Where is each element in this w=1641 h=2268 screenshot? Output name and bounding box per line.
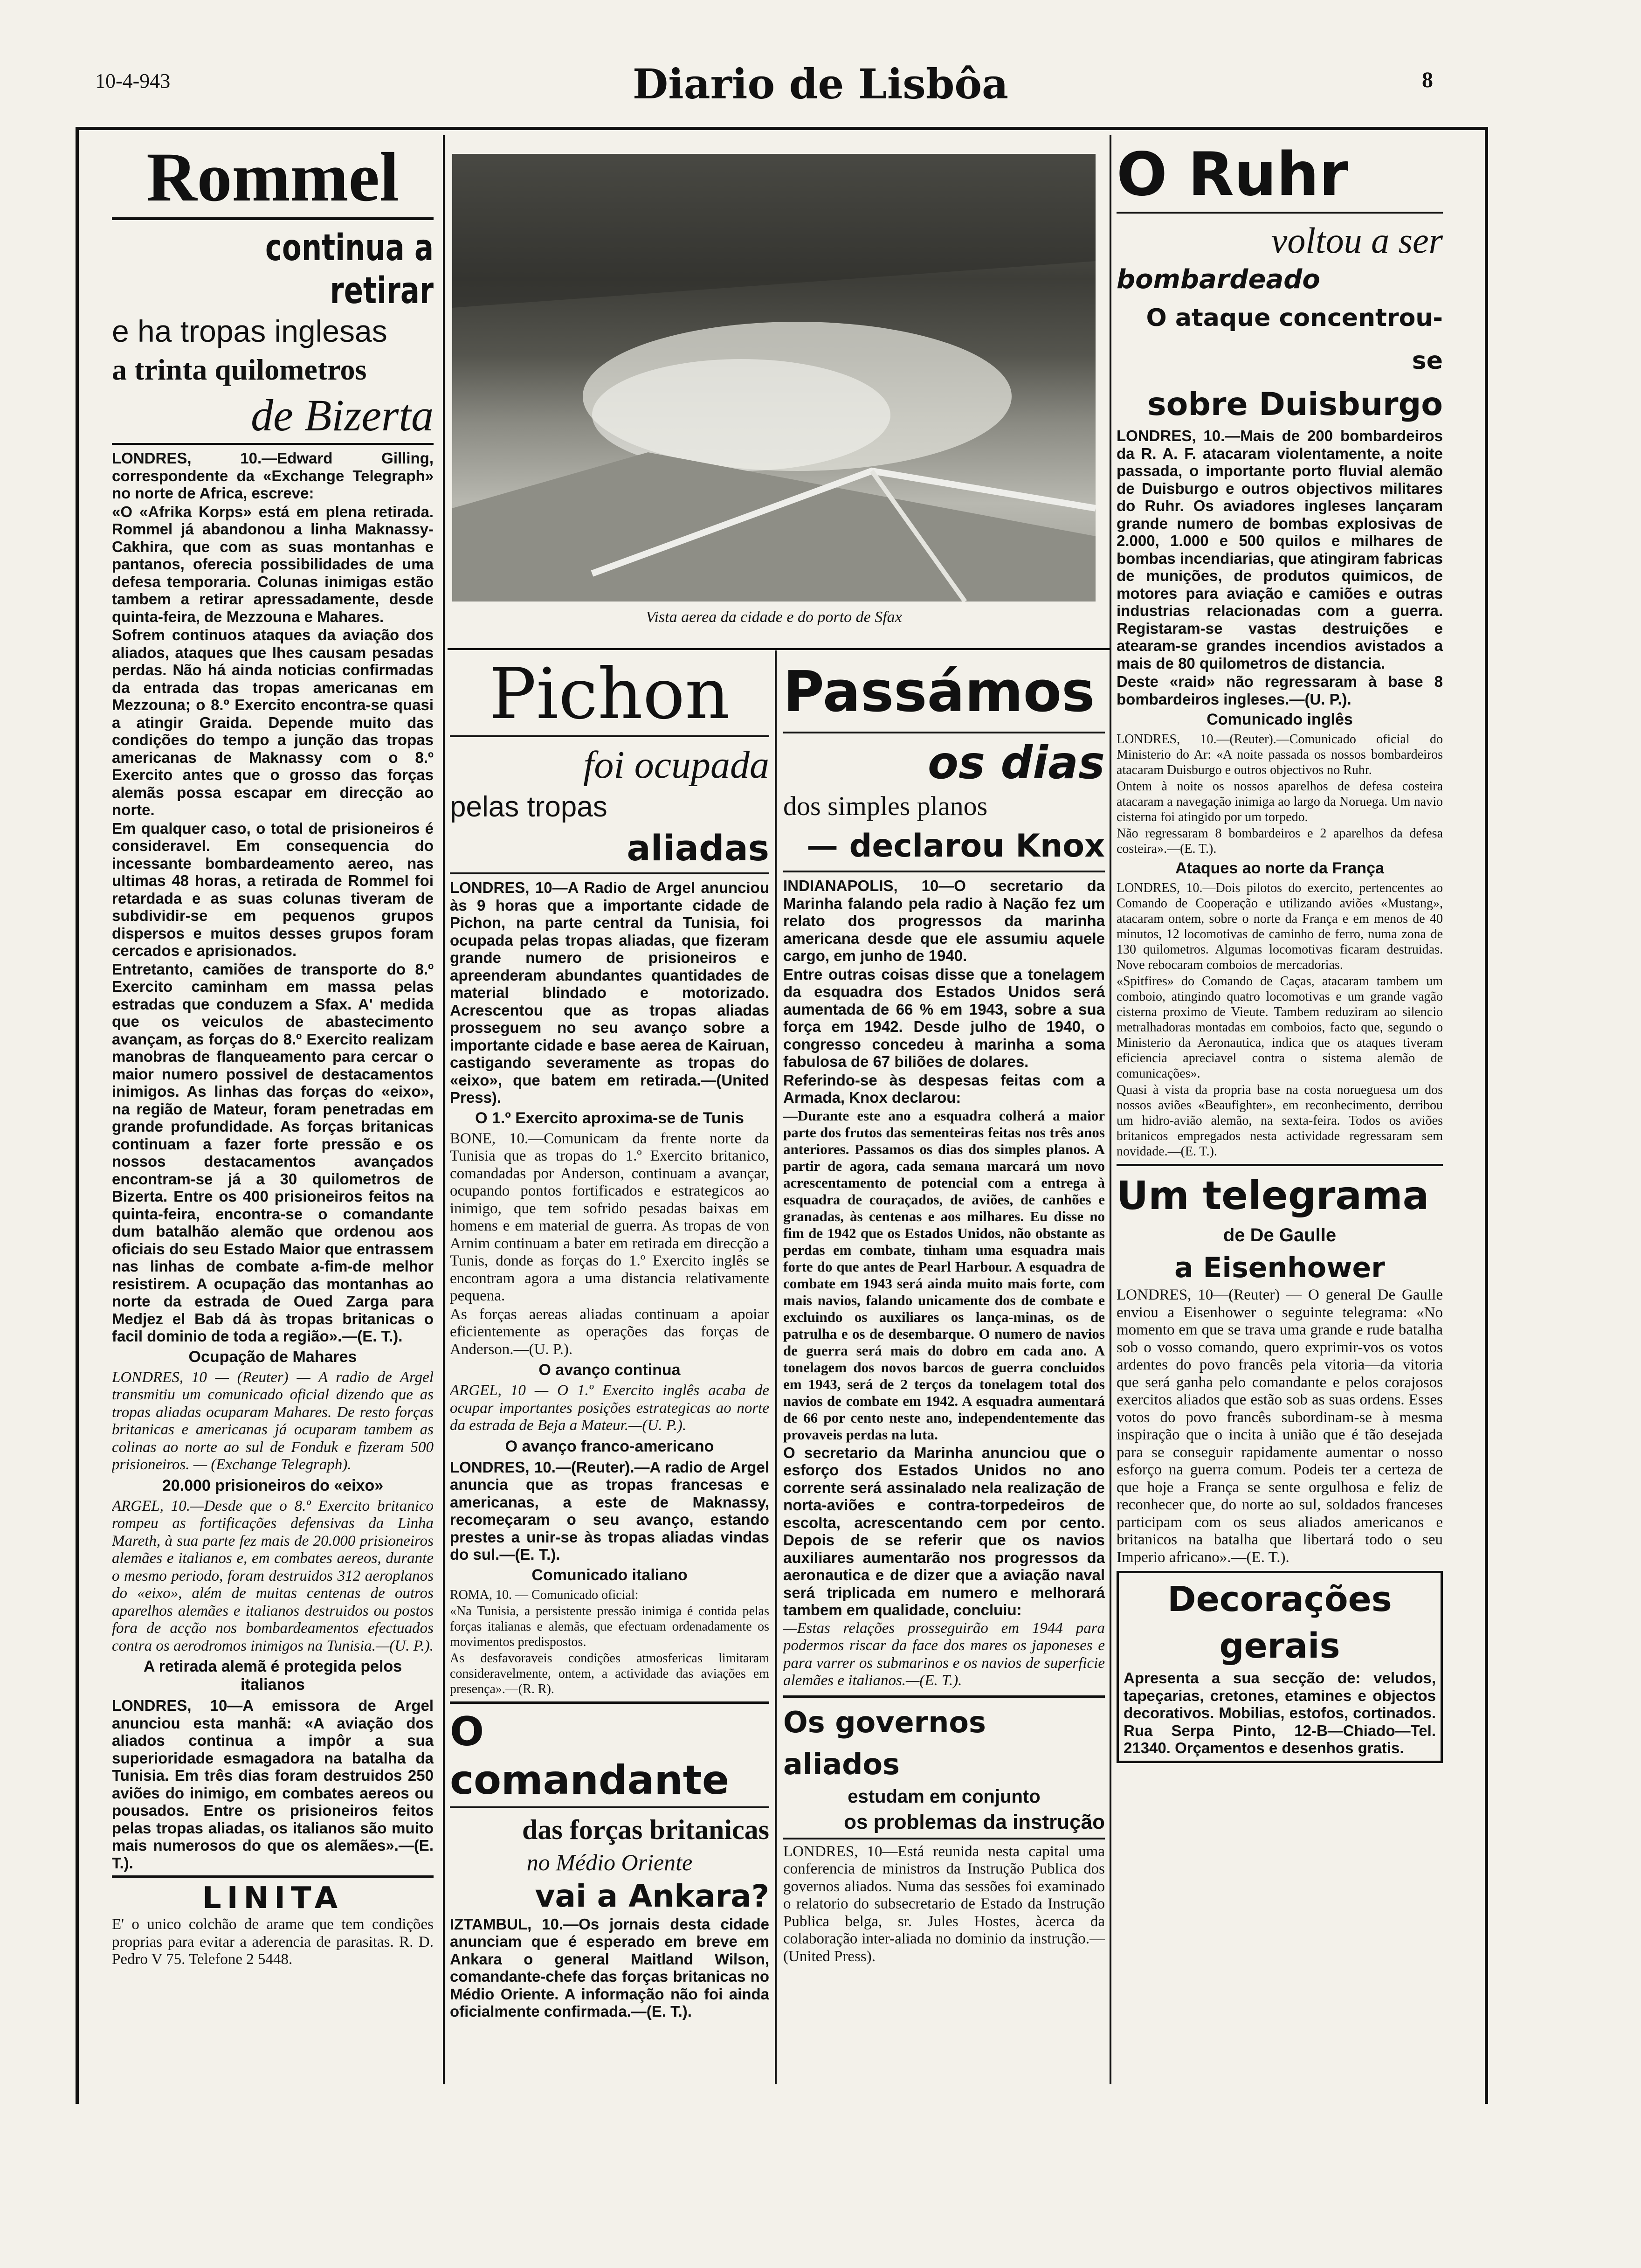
headline-deck: vai a Ankara? <box>535 1878 769 1914</box>
page-frame-left <box>76 127 79 2104</box>
article-paragraph: Referindo-se às despesas feitas com a Armada, Knox declarou: <box>783 1071 1105 1106</box>
subheading: Comunicado inglês <box>1207 711 1353 728</box>
headline-rule <box>450 872 769 874</box>
article-paragraph: Ontem à noite os nossos aparelhos de defesa costeira atacaram a navegação inimiga ao largo da Noruega. Um navio cisterna foi atingido por um torpedo. <box>1117 779 1443 824</box>
headline-deck: estudam em conjunto <box>848 1786 1041 1807</box>
headline-rule <box>1117 212 1443 214</box>
subheading: O avanço franco-americano <box>505 1437 714 1455</box>
subheading: O avanço continua <box>538 1361 681 1379</box>
subheading: Comunicado italiano <box>531 1566 688 1584</box>
headline: Pichon <box>489 655 730 735</box>
subheading: Ocupação de Mahares <box>188 1348 357 1366</box>
page-number: 8 <box>1422 68 1433 92</box>
headline-rule <box>450 1806 769 1808</box>
ad-decoracoes-text: Apresenta a sua secção de: veludos, tapeçarias, cretones, etamines e objectos decorativos. Mobilias, estofos, cortinados. Rua Serpa Pinto, 12-B—Chiado—Tel. 21340. Orçamentos e desenhos gratis. <box>1124 1669 1436 1756</box>
article-paragraph: LONDRES, 10—A emissora de Argel anunciou esta manhã: «A aviação dos aliados continua a impôr a sua superioridade esmagadora na batalha da Tunisia. Em três dias foram destruidos 250 aviões do inimigo, em combates aereos ou pousados. Entre os prisioneiros feitos pelas tropas aliadas, os italianos são muito mais numerosos do que os alemães».—(E. T.). <box>112 1697 434 1872</box>
article-paragraph: BONE, 10.—Comunicam da frente norte da Tunisia que as tropas do 1.º Exercito britanico, comandadas por Anderson, continuam a avançar, ocupando pontos fortificados e estrategicos ao inimigo, que tem sofrido pesadas baixas em homens e em material de guerra. As tropas de von Arnim continuam a bater em retirada em direcção a Tunis, donde as forças do 1.º Exercito inglês se encontram agora a uma distancia relativamente pequena. <box>450 1130 769 1304</box>
article-pichon <box>450 655 769 2084</box>
headline-deck: bombardeado <box>1117 264 1320 295</box>
headline-rule <box>1117 1164 1443 1166</box>
page-frame-top <box>76 127 1488 130</box>
column-rule <box>1110 135 1111 2084</box>
article-paragraph: As forças aereas aliadas continuam a apoiar eficientemente as operações das forças de Anderson.—(U. P.). <box>450 1306 769 1358</box>
headline-deck: dos simples planos <box>783 791 988 821</box>
article-paragraph: Quasi à vista da propria base na costa norueguesa um dos nossos aviões «Beaufighter», em reconhecimento, derribou um hidro-avião alemão, na sexta-feira. Todos os aviões britanicos empregados nesta actividade regressaram sem novidade.—(E. T.). <box>1117 1083 1443 1159</box>
ad-rule <box>112 1875 434 1878</box>
article-paragraph: Entre outras coisas disse que a tonelagem da esquadra dos Estados Unidos será aumentada de 66 % em 1943, sobre a sua força em 1942. Desde julho de 1940, o congresso concedeu à marinha a soma fabulosa de 67 biliões de dolares. <box>783 965 1105 1070</box>
headline-deck: pelas tropas <box>450 791 607 823</box>
photo-rule <box>448 648 1110 650</box>
article-paragraph: Em qualquer caso, o total de prisioneiros é consideravel. Em consequencia do incessante bombardeamento aereo, nas ultimas 48 horas, a retirada de Rommel foi retardada e as suas colunas tiveram de subdividir-se em pequenos grupos dispersos e muitos desses grupos foram cercados e aprisionados. <box>112 819 434 959</box>
article-paragraph: O secretario da Marinha anunciou que o esforço dos Estados Unidos no ano corrente será assinalado nela realização de norta-aviões e contra-torpedeiros de escolta, acrescentando cem por cento. Depois de se referir que os navios auxiliares aumentarão nos progressos da aeronautica e de dizer que a aviação naval será triplicada em numero e melhorará tambem em qualidade, concluiu: <box>783 1444 1105 1618</box>
article-paragraph: Não regressaram 8 bombardeiros e 2 aparelhos da defesa costeira».—(E. T.). <box>1117 826 1443 856</box>
headline: Rommel <box>146 140 399 216</box>
headline-deck: das forças britanicas <box>522 1814 769 1845</box>
article-paragraph: As desfavoraveis condições atmosfericas limitaram consideravelmente, ontem, a actividade das aviações em presença».—(R. R). <box>450 1651 769 1696</box>
headline-deck: aliadas <box>627 827 769 869</box>
article-paragraph: «Spitfires» do Comando de Caças, atacaram tambem um comboio, atingindo quatro locomotivas e um grande vagão cisterna proximo de Vieute. Tambem reduziram ao silencio metralhadoras montadas em comboios, facto que, segundo o Ministerio da Aeronautica, indica que os ataques tiveram eficiencia apreciavel contra o sistema alemão de comunicações». <box>1117 974 1443 1081</box>
article-paragraph: Sofrem continuos ataques da aviação dos aliados, ataques que lhes causam pesadas perdas. Não há ainda noticias confirmadas da entrada das tropas americanas em Mezzouna; o 8.º Exercito encontra-se quasi a atingir Graida. Depende muito das condições do tempo a junção das tropas americanas de Maknassy com o 8.º Exercito antes que o grosso das forças alemãs possa escapar em direcção ao norte. <box>112 626 434 818</box>
aerial-photo-image <box>452 154 1096 602</box>
headline-deck: sobre Duisburgo <box>1147 386 1443 423</box>
article-paragraph: ARGEL, 10.—Desde que o 8.º Exercito britanico rompeu as fortificações defensivas da Linha Mareth, à sua parte fez mais de 20.000 prisioneiros alemães e italianos e, em combates aereos, durante o mesmo periodo, foram destruidos 312 aeroplanos do «eixo», além de muitas centenas de outros aparelhos alemães e italianos destruidos ou postos fora de acção nos bombardeamentos efectuados contra os aerodromos inimigos na Tunisia.—(U. P.). <box>112 1497 434 1654</box>
headline-deck: de Bizerta <box>251 390 434 440</box>
article-paragraph: LONDRES, 10 — (Reuter) — A radio de Argel transmitiu um comunicado oficial dizendo que as tropas aliadas ocuparam Mahares. De resto forças britanicas e americanas já ocuparam tambem as colinas ao norte ao sul de Fonduk e fizeram 500 prisioneiros. — (Exchange Telegraph). <box>112 1369 434 1473</box>
headline-deck: os dias <box>927 737 1105 789</box>
headline-rule <box>783 1695 1105 1698</box>
headline-deck: continua a retirar <box>265 227 434 312</box>
article-paragraph: LONDRES, 10.—(Reuter).—A radio de Argel anuncia que as tropas francesas e americanas, a este de Maknassy, recomeçaram o seu avanço, estando prestes a unir-se às tropas aliadas vindas do sul.—(E. T.). <box>450 1458 769 1563</box>
subheading: O 1.º Exercito aproxima-se de Tunis <box>475 1109 744 1127</box>
ad-decoracoes <box>1117 1571 1443 1763</box>
article-paragraph: IZTAMBUL, 10.—Os jornais desta cidade anunciam que é esperado em breve em Ankara o general Maitland Wilson, comandante-chefe das forças britanicas no Médio Oriente. A informação não foi ainda oficialmente confirmada.—(E. T.). <box>450 1915 769 2020</box>
headline-rule <box>450 1701 769 1704</box>
headline-rule <box>783 732 1105 733</box>
article-paragraph: LONDRES, 10.—Dois pilotos do exercito, pertencentes ao Comando de Cooperação e utilizando aviões «Mustang», atacaram ontem, sobre o norte da França e em menos de 40 minutos, 12 locomotivas de caminho de ferro, numa zona de 130 quilometros. Algumas locomotivas ficaram destruidas. Nove rebocaram comboios de mercadorias. <box>1117 881 1443 972</box>
article-paragraph: INDIANAPOLIS, 10—O secretario da Marinha falando pela radio à Nação fez um relato dos progressos da marinha americana desde que ele assumiu aquele cargo, em junho de 1940. <box>783 877 1105 964</box>
headline-rule <box>450 735 769 737</box>
headline: O comandante <box>450 1708 730 1804</box>
column-rule <box>775 650 777 2084</box>
subheading: 20.000 prisioneiros do «eixo» <box>162 1476 384 1494</box>
photo-caption: Vista aerea da cidade e do porto de Sfax <box>646 608 902 626</box>
article-paragraph: Deste «raid» não regressaram à base 8 bombardeiros ingleses.—(U. P.). <box>1117 673 1443 708</box>
headline-deck: de De Gaulle <box>1223 1225 1337 1245</box>
headline: Um telegrama <box>1117 1173 1429 1218</box>
article-paragraph: —Durante este ano a esquadra colherá a maior parte dos frutos das sementeiras feitas nos três anos anteriores. Passamos os dias dos simples planos. A partir de agora, cada semana marcará um novo acrescentamento de potencial com a entrega à esquadra de couraçados, de aviões, de canhões e granadas, às centenas e aos milhares. Eu disse no fim de 1942 que os Estados Unidos, não obstante as perdas em combate, tinham uma esquadra mais forte do que antes de Pearl Harbour. A esquadra de combate em 1943 será ainda muito mais forte, com mais navios, falando unicamente dos de combate e excluindo os auxiliares os lança-minas, os de patrulha e os de desembarque. O numero de navios de guerra será mais do dobro em cada ano. A tonelagem dos novos barcos de guerra concluidos em 1943, será de 2 terços da tonelagem total dos navios de combate em 1942. A esquadra aumentará de 66 por cento neste ano, independentemente das provaveis perdas na luta. <box>783 1107 1105 1443</box>
article-passamos <box>783 655 1105 2084</box>
headline-rule <box>112 217 434 220</box>
headline-deck: os problemas da instrução <box>844 1810 1105 1833</box>
aerial-photo <box>452 154 1096 602</box>
ad-linita-title: LINITA <box>202 1881 344 1915</box>
article-paragraph: —Estas relações prosseguirão em 1944 para podermos riscar da face dos mares os japoneses e para varrer os submarinos e os navios de superficie alemães e italianos.—(E. T.). <box>783 1619 1105 1689</box>
subheading: Ataques ao norte da França <box>1175 859 1384 877</box>
headline: Os governos aliados <box>783 1705 986 1781</box>
article-paragraph: «Na Tunisia, a persistente pressão inimiga é contida pelas forças italianas e alemãs, que efectuam ordenadamente os movimentos predispostos. <box>450 1604 769 1649</box>
article-paragraph: Entretanto, camiões de transporte do 8.º Exercito caminham em massa pelas estradas que conduzem a Sfax. A' medida que os veiculos de abastecimento avançam, as forças do 8.º Exercito realizam manobras de flanqueamento para cercar o maior numero possivel de destacamentos inimigos. As linhas das forças do «eixo», na região de Mateur, foram penetradas em grande profundidade. As forças britanicas continuam a fazer forte pressão e os nossos destacamentos avançados encontram-se já a 30 quilometros de Bizerta. Entre os 400 prisioneiros feitos na quinta-feira, encontra-se o comandante dum batalhão alemão que ordenou aos oficiais do seu Estado Maior que entrassem nas linhas de combate a-fim-de melhor resistirem. A ocupação das montanhas ao norte da estrada de Oued Zarga para Medjez el Bab dá às tropas britanicas o facil dominio de toda a região».—(E. T.). <box>112 960 434 1345</box>
article-paragraph: LONDRES, 10—Está reunida nesta capital uma conferencia de ministros da Instrução Publica dos governos aliados. Numa das sessões foi examinado o relatorio do subsecretario de Estado da Instrução Publica belga, sr. Jules Hostes, àcerca da colaboração inter-aliada no dominio da instrução.—(United Press). <box>783 1843 1105 1965</box>
article-paragraph: LONDRES, 10—A Radio de Argel anunciou às 9 horas que a importante cidade de Pichon, na parte central da Tunisia, foi ocupada pelas tropas aliadas, que fizeram grande numero de prisioneiros e apreenderam abundantes quantidades de material blindado e motorizado. Acrescentou que as tropas aliadas prosseguem no seu avanço sobre a importante cidade e base aerea de Kairuan, castigando severamente as tropas do «eixo», que batem em retirada.—(United Press). <box>450 879 769 1106</box>
article-ruhr <box>1117 140 1443 2084</box>
article-paragraph: LONDRES, 10.—Edward Gilling, correspondente da «Exchange Telegraph» no norte de Africa, escreve: <box>112 449 434 502</box>
headline-deck: a Eisenhower <box>1174 1252 1385 1284</box>
ad-linita-text: E' o unico colchão de arame que tem condições proprias para evitar a aderencia de parasitas. R. D. Pedro V 75. Telefone 2 5448. <box>112 1916 434 1968</box>
newspaper-title: Diario de Lisbôa <box>632 60 1009 108</box>
article-paragraph: «O «Afrika Korps» está em plena retirada. Rommel já abandonou a linha Maknassy-Cakhira, que com as suas montanhas e pantanos, oferecia possibilidades de uma defesa temporaria. Colunas inimigas estão tambem a retirar apressadamente, desde quinta-feira, de Mezzouna e Mahares. <box>112 503 434 625</box>
headline: O Ruhr <box>1117 140 1349 209</box>
headline-deck: e ha tropas inglesas <box>112 314 387 348</box>
subheading: A retirada alemã é protegida pelos italianos <box>143 1658 402 1694</box>
headline-deck: a trinta quilometros <box>112 353 367 386</box>
headline-rule <box>112 443 434 445</box>
column-rule <box>443 135 445 2084</box>
headline-deck: voltou a ser <box>1271 220 1443 261</box>
headline-deck: no Médio Oriente <box>526 1849 693 1875</box>
issue-date: 10-4-943 <box>95 69 171 92</box>
article-paragraph: ARGEL, 10 — O 1.º Exercito inglês acaba de ocupar importantes posições estrategicas ao norte da estrada de Beja a Mateur.—(U. P.). <box>450 1382 769 1434</box>
article-paragraph: LONDRES, 10.—Mais de 200 bombardeiros da R. A. F. atacaram violentamente, a noite passada, o importante porto fluvial alemão de Duisburgo e outros objectivos militares do Ruhr. Os aviadores ingleses lançaram grande numero de bombas explosivas de 2.000, 1.000 e 500 quilos e milhares de bombas incendiarias, que atingiram fabricas de munições, de produtos quimicos, de motores para aviação e camiões e outras industrias relacionadas com a guerra. Registaram-se vastas destruições e atearam-se grandes incendios avistados a mais de 80 quilometros de distancia. <box>1117 427 1443 672</box>
headline: Passámos <box>783 660 1095 725</box>
headline-rule <box>783 1838 1105 1839</box>
article-paragraph: LONDRES, 10—(Reuter) — O general De Gaulle enviou a Eisenhower o seguinte telegrama: «No momento em que se trava uma grande e rude batalha sob o vosso comando, quero exprimir-vos os votos ardentes do povo francês pela vitoria—da vitoria que será ganha pelo comandante e pelos corajosos exercitos aliados que estão sob as suas ordens. Esses votos do povo francês subordinam-se à mesma inspiração que o incita à união que é tão desejada para se conseguir rapidamente aumentar o nosso esforço na guerra comum. Podeis ter a certeza de que hoje a França se sente orgulhosa e feliz de reconhecer que, do norte ao sul, soldados franceses participam com os seus aliados americanos e britanicos na batalha que libertará todo o seu Imperio africano».—(E. T.). <box>1117 1286 1443 1566</box>
article-paragraph: LONDRES, 10.—(Reuter).—Comunicado oficial do Ministerio do Ar: «A noite passada os nossos bombardeiros atacaram Duisburgo e outros objectivos no Ruhr. <box>1117 732 1443 777</box>
headline-rule <box>783 871 1105 872</box>
article-paragraph: ROMA, 10. — Comunicado oficial: <box>450 1587 639 1602</box>
article-rommel <box>112 140 434 2084</box>
page-frame-right <box>1485 127 1488 2104</box>
ad-decoracoes-title: Decorações gerais <box>1167 1579 1392 1666</box>
headline-deck: O ataque concentrou-se <box>1146 304 1443 375</box>
headline-deck: — declarou Knox <box>807 828 1105 864</box>
headline-deck: foi ocupada <box>583 743 769 787</box>
